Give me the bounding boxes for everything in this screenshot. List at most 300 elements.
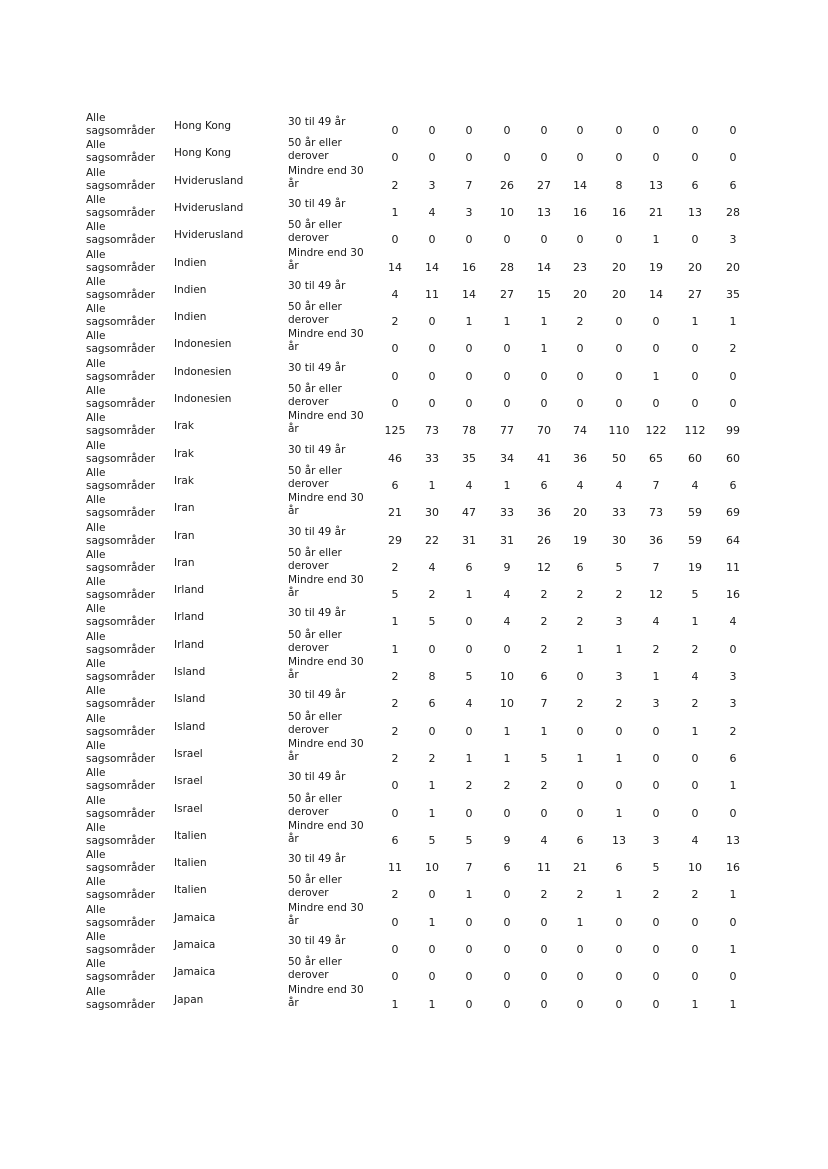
age-group-cell: 50 år eller derover <box>288 383 342 408</box>
value-cell: 0 <box>652 315 660 329</box>
value-cell: 3 <box>729 233 737 247</box>
country-cell: Indonesien <box>174 338 232 351</box>
value-cell: 0 <box>576 397 584 410</box>
value-cell: 1 <box>652 233 660 247</box>
table-row <box>0 656 828 687</box>
country-cell: Hong Kong <box>174 120 232 132</box>
table-row <box>0 521 828 551</box>
value-cell: 0 <box>576 342 584 356</box>
age-group-cell: 30 til 49 år <box>288 853 346 866</box>
value-cell: 1 <box>652 369 660 383</box>
value-cell: 2 <box>540 642 548 656</box>
table-row <box>0 410 828 441</box>
value-cell: 70 <box>537 424 551 438</box>
value-cell: 0 <box>391 397 399 410</box>
value-cell: 0 <box>729 915 737 929</box>
country-cell: Island <box>174 693 206 706</box>
value-cell: 20 <box>612 287 626 301</box>
value-cell: 28 <box>500 260 514 274</box>
value-cell: 0 <box>503 806 511 820</box>
age-group-cell: 50 år eller derover <box>288 956 342 982</box>
value-cell: 30 <box>425 506 439 520</box>
table-row <box>0 792 828 824</box>
table-row <box>0 328 828 359</box>
value-cell: 0 <box>503 997 511 1011</box>
age-group-cell: Mindre end 30 år <box>288 901 364 927</box>
value-cell: 1 <box>391 642 399 656</box>
table-row <box>0 687 828 714</box>
value-cell: 0 <box>428 888 436 902</box>
table-row <box>0 819 828 851</box>
value-cell: 1 <box>576 642 584 656</box>
value-cell: 110 <box>608 424 630 438</box>
country-cell: Jamaica <box>174 911 216 924</box>
value-cell: 2 <box>652 888 660 902</box>
country-cell: Jamaica <box>174 939 216 951</box>
value-cell: 6 <box>729 178 737 192</box>
value-cell: 1 <box>428 779 436 793</box>
value-cell: 0 <box>576 970 584 984</box>
case-area-cell: Alle sagsområder <box>86 412 155 438</box>
value-cell: 4 <box>691 833 699 847</box>
case-area-cell: Alle sagsområder <box>86 767 155 793</box>
country-cell: Irak <box>174 420 194 433</box>
value-cell: 77 <box>500 424 514 438</box>
country-cell: Island <box>174 720 206 733</box>
value-cell: 64 <box>726 533 740 547</box>
value-cell: 1 <box>729 779 737 793</box>
age-group-cell: 50 år eller derover <box>288 137 342 163</box>
value-cell: 4 <box>428 560 436 574</box>
value-cell: 1 <box>503 315 511 329</box>
value-cell: 0 <box>729 806 737 820</box>
age-group-cell: 30 til 49 år <box>288 771 346 784</box>
value-cell: 41 <box>537 451 551 465</box>
value-cell: 2 <box>428 588 436 602</box>
value-cell: 0 <box>465 124 473 137</box>
value-cell: 35 <box>462 451 476 465</box>
country-cell: Indien <box>174 256 207 269</box>
value-cell: 10 <box>500 697 514 711</box>
country-cell: Hviderusland <box>174 174 244 187</box>
value-cell: 0 <box>615 779 623 793</box>
value-cell: 0 <box>615 342 623 356</box>
country-cell: Jamaica <box>174 966 216 979</box>
value-cell: 21 <box>649 205 663 219</box>
value-cell: 36 <box>537 506 551 520</box>
value-cell: 0 <box>428 342 436 356</box>
value-cell: 27 <box>688 287 702 301</box>
value-cell: 4 <box>465 478 473 492</box>
age-group-cell: 30 til 49 år <box>288 935 346 947</box>
age-group-cell: 50 år eller derover <box>288 219 342 245</box>
value-cell: 2 <box>540 615 548 629</box>
value-cell: 23 <box>573 260 587 274</box>
value-cell: 1 <box>729 997 737 1011</box>
value-cell: 4 <box>465 697 473 711</box>
value-cell: 6 <box>691 178 699 192</box>
value-cell: 0 <box>729 397 737 410</box>
value-cell: 7 <box>465 178 473 192</box>
value-cell: 0 <box>652 943 660 956</box>
table-row <box>0 574 828 605</box>
value-cell: 0 <box>729 369 737 383</box>
value-cell: 0 <box>576 369 584 383</box>
value-cell: 2 <box>576 615 584 629</box>
value-cell: 0 <box>540 233 548 247</box>
value-cell: 0 <box>691 970 699 984</box>
case-area-cell: Alle sagsområder <box>86 521 155 547</box>
table-row <box>0 301 828 332</box>
value-cell: 0 <box>503 888 511 902</box>
value-cell: 0 <box>615 369 623 383</box>
value-cell: 2 <box>576 315 584 329</box>
value-cell: 19 <box>688 560 702 574</box>
age-group-cell: Mindre end 30 år <box>288 983 364 1009</box>
value-cell: 0 <box>503 369 511 383</box>
value-cell: 7 <box>652 478 660 492</box>
value-cell: 0 <box>428 369 436 383</box>
table-row <box>0 851 828 878</box>
value-cell: 0 <box>691 342 699 356</box>
table-row <box>0 956 828 987</box>
value-cell: 0 <box>391 779 399 793</box>
value-cell: 11 <box>425 287 439 301</box>
value-cell: 4 <box>391 287 399 301</box>
case-area-cell: Alle sagsområder <box>86 112 155 137</box>
value-cell: 21 <box>573 861 587 875</box>
value-cell: 0 <box>503 342 511 356</box>
value-cell: 0 <box>465 233 473 247</box>
value-cell: 2 <box>391 560 399 574</box>
case-area-cell: Alle sagsområder <box>86 849 155 875</box>
case-area-cell: Alle sagsområder <box>86 221 155 247</box>
value-cell: 0 <box>540 915 548 929</box>
value-cell: 0 <box>652 342 660 356</box>
age-group-cell: 30 til 49 år <box>288 197 346 210</box>
value-cell: 122 <box>645 424 667 438</box>
value-cell: 0 <box>652 915 660 929</box>
value-cell: 1 <box>465 315 473 329</box>
value-cell: 0 <box>465 151 473 165</box>
value-cell: 2 <box>652 642 660 656</box>
case-area-cell: Alle sagsområder <box>86 985 155 1011</box>
value-cell: 0 <box>503 642 511 656</box>
case-area-cell: Alle sagsområder <box>86 193 155 219</box>
value-cell: 0 <box>652 970 660 984</box>
value-cell: 9 <box>503 833 511 847</box>
value-cell: 0 <box>691 124 699 137</box>
value-cell: 1 <box>540 724 548 738</box>
value-cell: 0 <box>391 233 399 247</box>
value-cell: 6 <box>540 670 548 683</box>
value-cell: 0 <box>691 151 699 165</box>
value-cell: 50 <box>612 451 626 465</box>
value-cell: 6 <box>465 560 473 574</box>
country-cell: Italien <box>174 884 207 897</box>
value-cell: 1 <box>615 751 623 765</box>
value-cell: 3 <box>652 697 660 711</box>
value-cell: 0 <box>729 642 737 656</box>
value-cell: 4 <box>503 615 511 629</box>
value-cell: 0 <box>691 943 699 956</box>
age-group-cell: Mindre end 30 år <box>288 328 364 354</box>
value-cell: 0 <box>503 151 511 165</box>
value-cell: 0 <box>465 943 473 956</box>
value-cell: 13 <box>649 178 663 192</box>
value-cell: 0 <box>391 943 399 956</box>
table-row <box>0 439 828 469</box>
table-row <box>0 933 828 960</box>
table-row <box>0 710 828 742</box>
country-cell: Israel <box>174 802 203 815</box>
value-cell: 0 <box>428 315 436 329</box>
value-cell: 3 <box>465 205 473 219</box>
case-area-cell: Alle sagsområder <box>86 603 155 629</box>
age-group-cell: 30 til 49 år <box>288 443 346 456</box>
value-cell: 28 <box>726 205 740 219</box>
table-row <box>0 383 828 414</box>
value-cell: 36 <box>573 451 587 465</box>
value-cell: 59 <box>688 533 702 547</box>
value-cell: 1 <box>729 943 737 956</box>
table-row <box>0 874 828 905</box>
value-cell: 1 <box>652 670 660 683</box>
country-cell: Irland <box>174 611 205 624</box>
country-cell: Italien <box>174 829 207 842</box>
country-cell: Irland <box>174 584 205 597</box>
value-cell: 0 <box>576 151 584 165</box>
value-cell: 0 <box>652 151 660 165</box>
country-cell: Japan <box>174 993 204 1006</box>
value-cell: 1 <box>691 724 699 738</box>
value-cell: 5 <box>391 588 399 602</box>
value-cell: 4 <box>691 670 699 683</box>
value-cell: 3 <box>428 178 436 192</box>
value-cell: 16 <box>573 205 587 219</box>
value-cell: 2 <box>391 315 399 329</box>
value-cell: 21 <box>388 506 402 520</box>
value-cell: 74 <box>573 424 587 438</box>
case-area-cell: Alle sagsområder <box>86 139 155 165</box>
value-cell: 2 <box>729 342 737 356</box>
value-cell: 0 <box>652 806 660 820</box>
value-cell: 0 <box>540 997 548 1011</box>
age-group-cell: 30 til 49 år <box>288 525 346 538</box>
value-cell: 0 <box>615 970 623 984</box>
value-cell: 16 <box>612 205 626 219</box>
value-cell: 0 <box>576 670 584 683</box>
value-cell: 4 <box>729 615 737 629</box>
value-cell: 10 <box>425 861 439 875</box>
age-group-cell: 30 til 49 år <box>288 607 346 620</box>
table-row <box>0 246 828 278</box>
table-row <box>0 983 828 1015</box>
age-group-cell: Mindre end 30 år <box>288 656 364 681</box>
value-cell: 3 <box>615 670 623 683</box>
value-cell: 99 <box>726 424 740 438</box>
value-cell: 0 <box>391 369 399 383</box>
value-cell: 5 <box>465 833 473 847</box>
value-cell: 0 <box>576 124 584 137</box>
age-group-cell: 30 til 49 år <box>288 689 346 702</box>
value-cell: 14 <box>573 178 587 192</box>
value-cell: 2 <box>615 697 623 711</box>
value-cell: 0 <box>391 151 399 165</box>
table-row <box>0 628 828 660</box>
case-area-cell: Alle sagsområder <box>86 466 155 492</box>
value-cell: 0 <box>652 124 660 137</box>
value-cell: 2 <box>691 697 699 711</box>
value-cell: 2 <box>691 642 699 656</box>
value-cell: 6 <box>540 478 548 492</box>
case-area-cell: Alle sagsområder <box>86 385 155 410</box>
value-cell: 0 <box>615 233 623 247</box>
value-cell: 1 <box>615 642 623 656</box>
case-area-cell: Alle sagsområder <box>86 658 155 683</box>
age-group-cell: Mindre end 30 år <box>288 819 364 845</box>
value-cell: 47 <box>462 506 476 520</box>
case-area-cell: Alle sagsområder <box>86 576 155 602</box>
value-cell: 0 <box>615 915 623 929</box>
country-cell: Indonesien <box>174 393 232 405</box>
value-cell: 31 <box>462 533 476 547</box>
value-cell: 14 <box>388 260 402 274</box>
value-cell: 2 <box>428 751 436 765</box>
value-cell: 13 <box>537 205 551 219</box>
value-cell: 0 <box>615 397 623 410</box>
value-cell: 1 <box>691 615 699 629</box>
value-cell: 13 <box>688 205 702 219</box>
value-cell: 0 <box>428 151 436 165</box>
value-cell: 0 <box>576 779 584 793</box>
value-cell: 2 <box>691 888 699 902</box>
value-cell: 6 <box>729 478 737 492</box>
value-cell: 1 <box>465 588 473 602</box>
case-area-cell: Alle sagsområder <box>86 739 155 765</box>
value-cell: 0 <box>465 915 473 929</box>
value-cell: 26 <box>537 533 551 547</box>
value-cell: 6 <box>391 833 399 847</box>
table-row <box>0 193 828 223</box>
value-cell: 1 <box>391 205 399 219</box>
table-row <box>0 492 828 523</box>
value-cell: 0 <box>503 970 511 984</box>
value-cell: 0 <box>576 724 584 738</box>
value-cell: 0 <box>503 915 511 929</box>
value-cell: 0 <box>465 369 473 383</box>
value-cell: 0 <box>691 779 699 793</box>
value-cell: 20 <box>612 260 626 274</box>
value-cell: 0 <box>465 397 473 410</box>
value-cell: 0 <box>465 997 473 1011</box>
value-cell: 8 <box>615 178 623 192</box>
value-cell: 1 <box>391 615 399 629</box>
table-row <box>0 114 828 141</box>
value-cell: 12 <box>537 560 551 574</box>
value-cell: 2 <box>391 751 399 765</box>
value-cell: 0 <box>691 233 699 247</box>
value-cell: 27 <box>537 178 551 192</box>
age-group-cell: Mindre end 30 år <box>288 492 364 518</box>
value-cell: 0 <box>428 642 436 656</box>
country-cell: Italien <box>174 857 207 870</box>
value-cell: 0 <box>691 751 699 765</box>
value-cell: 16 <box>726 861 740 875</box>
value-cell: 0 <box>615 943 623 956</box>
value-cell: 4 <box>540 833 548 847</box>
value-cell: 11 <box>726 560 740 574</box>
value-cell: 3 <box>729 670 737 683</box>
country-cell: Iran <box>174 529 195 542</box>
value-cell: 2 <box>391 724 399 738</box>
value-cell: 5 <box>615 560 623 574</box>
table-row <box>0 769 828 796</box>
value-cell: 0 <box>540 124 548 137</box>
case-area-cell: Alle sagsområder <box>86 794 155 820</box>
value-cell: 34 <box>500 451 514 465</box>
value-cell: 0 <box>503 124 511 137</box>
value-cell: 60 <box>688 451 702 465</box>
table-row <box>0 737 828 769</box>
value-cell: 1 <box>691 997 699 1011</box>
case-area-cell: Alle sagsområder <box>86 166 155 192</box>
country-cell: Iran <box>174 502 195 515</box>
table-row <box>0 219 828 250</box>
country-cell: Indien <box>174 311 207 324</box>
value-cell: 0 <box>615 124 623 137</box>
value-cell: 11 <box>537 861 551 875</box>
value-cell: 1 <box>540 342 548 356</box>
table-row <box>0 357 828 387</box>
value-cell: 33 <box>500 506 514 520</box>
value-cell: 0 <box>691 369 699 383</box>
value-cell: 2 <box>540 779 548 793</box>
value-cell: 1 <box>465 751 473 765</box>
value-cell: 5 <box>691 588 699 602</box>
value-cell: 0 <box>465 806 473 820</box>
value-cell: 11 <box>388 861 402 875</box>
value-cell: 0 <box>465 970 473 984</box>
age-group-cell: 50 år eller derover <box>288 874 342 900</box>
value-cell: 19 <box>573 533 587 547</box>
case-area-cell: Alle sagsområder <box>86 303 155 329</box>
age-group-cell: Mindre end 30 år <box>288 574 364 600</box>
country-cell: Hviderusland <box>174 229 244 242</box>
value-cell: 0 <box>465 615 473 629</box>
value-cell: 0 <box>503 397 511 410</box>
value-cell: 0 <box>391 806 399 820</box>
value-cell: 6 <box>576 560 584 574</box>
country-cell: Irland <box>174 638 205 651</box>
value-cell: 125 <box>384 424 406 438</box>
value-cell: 1 <box>428 806 436 820</box>
value-cell: 6 <box>391 478 399 492</box>
table-row <box>0 901 828 933</box>
case-area-cell: Alle sagsområder <box>86 958 155 984</box>
value-cell: 0 <box>615 997 623 1011</box>
case-area-cell: Alle sagsområder <box>86 685 155 711</box>
value-cell: 65 <box>649 451 663 465</box>
value-cell: 0 <box>391 915 399 929</box>
case-area-cell: Alle sagsområder <box>86 248 155 274</box>
value-cell: 6 <box>576 833 584 847</box>
value-cell: 1 <box>615 806 623 820</box>
value-cell: 1 <box>391 997 399 1011</box>
value-cell: 0 <box>652 397 660 410</box>
country-cell: Island <box>174 666 206 678</box>
value-cell: 0 <box>615 724 623 738</box>
